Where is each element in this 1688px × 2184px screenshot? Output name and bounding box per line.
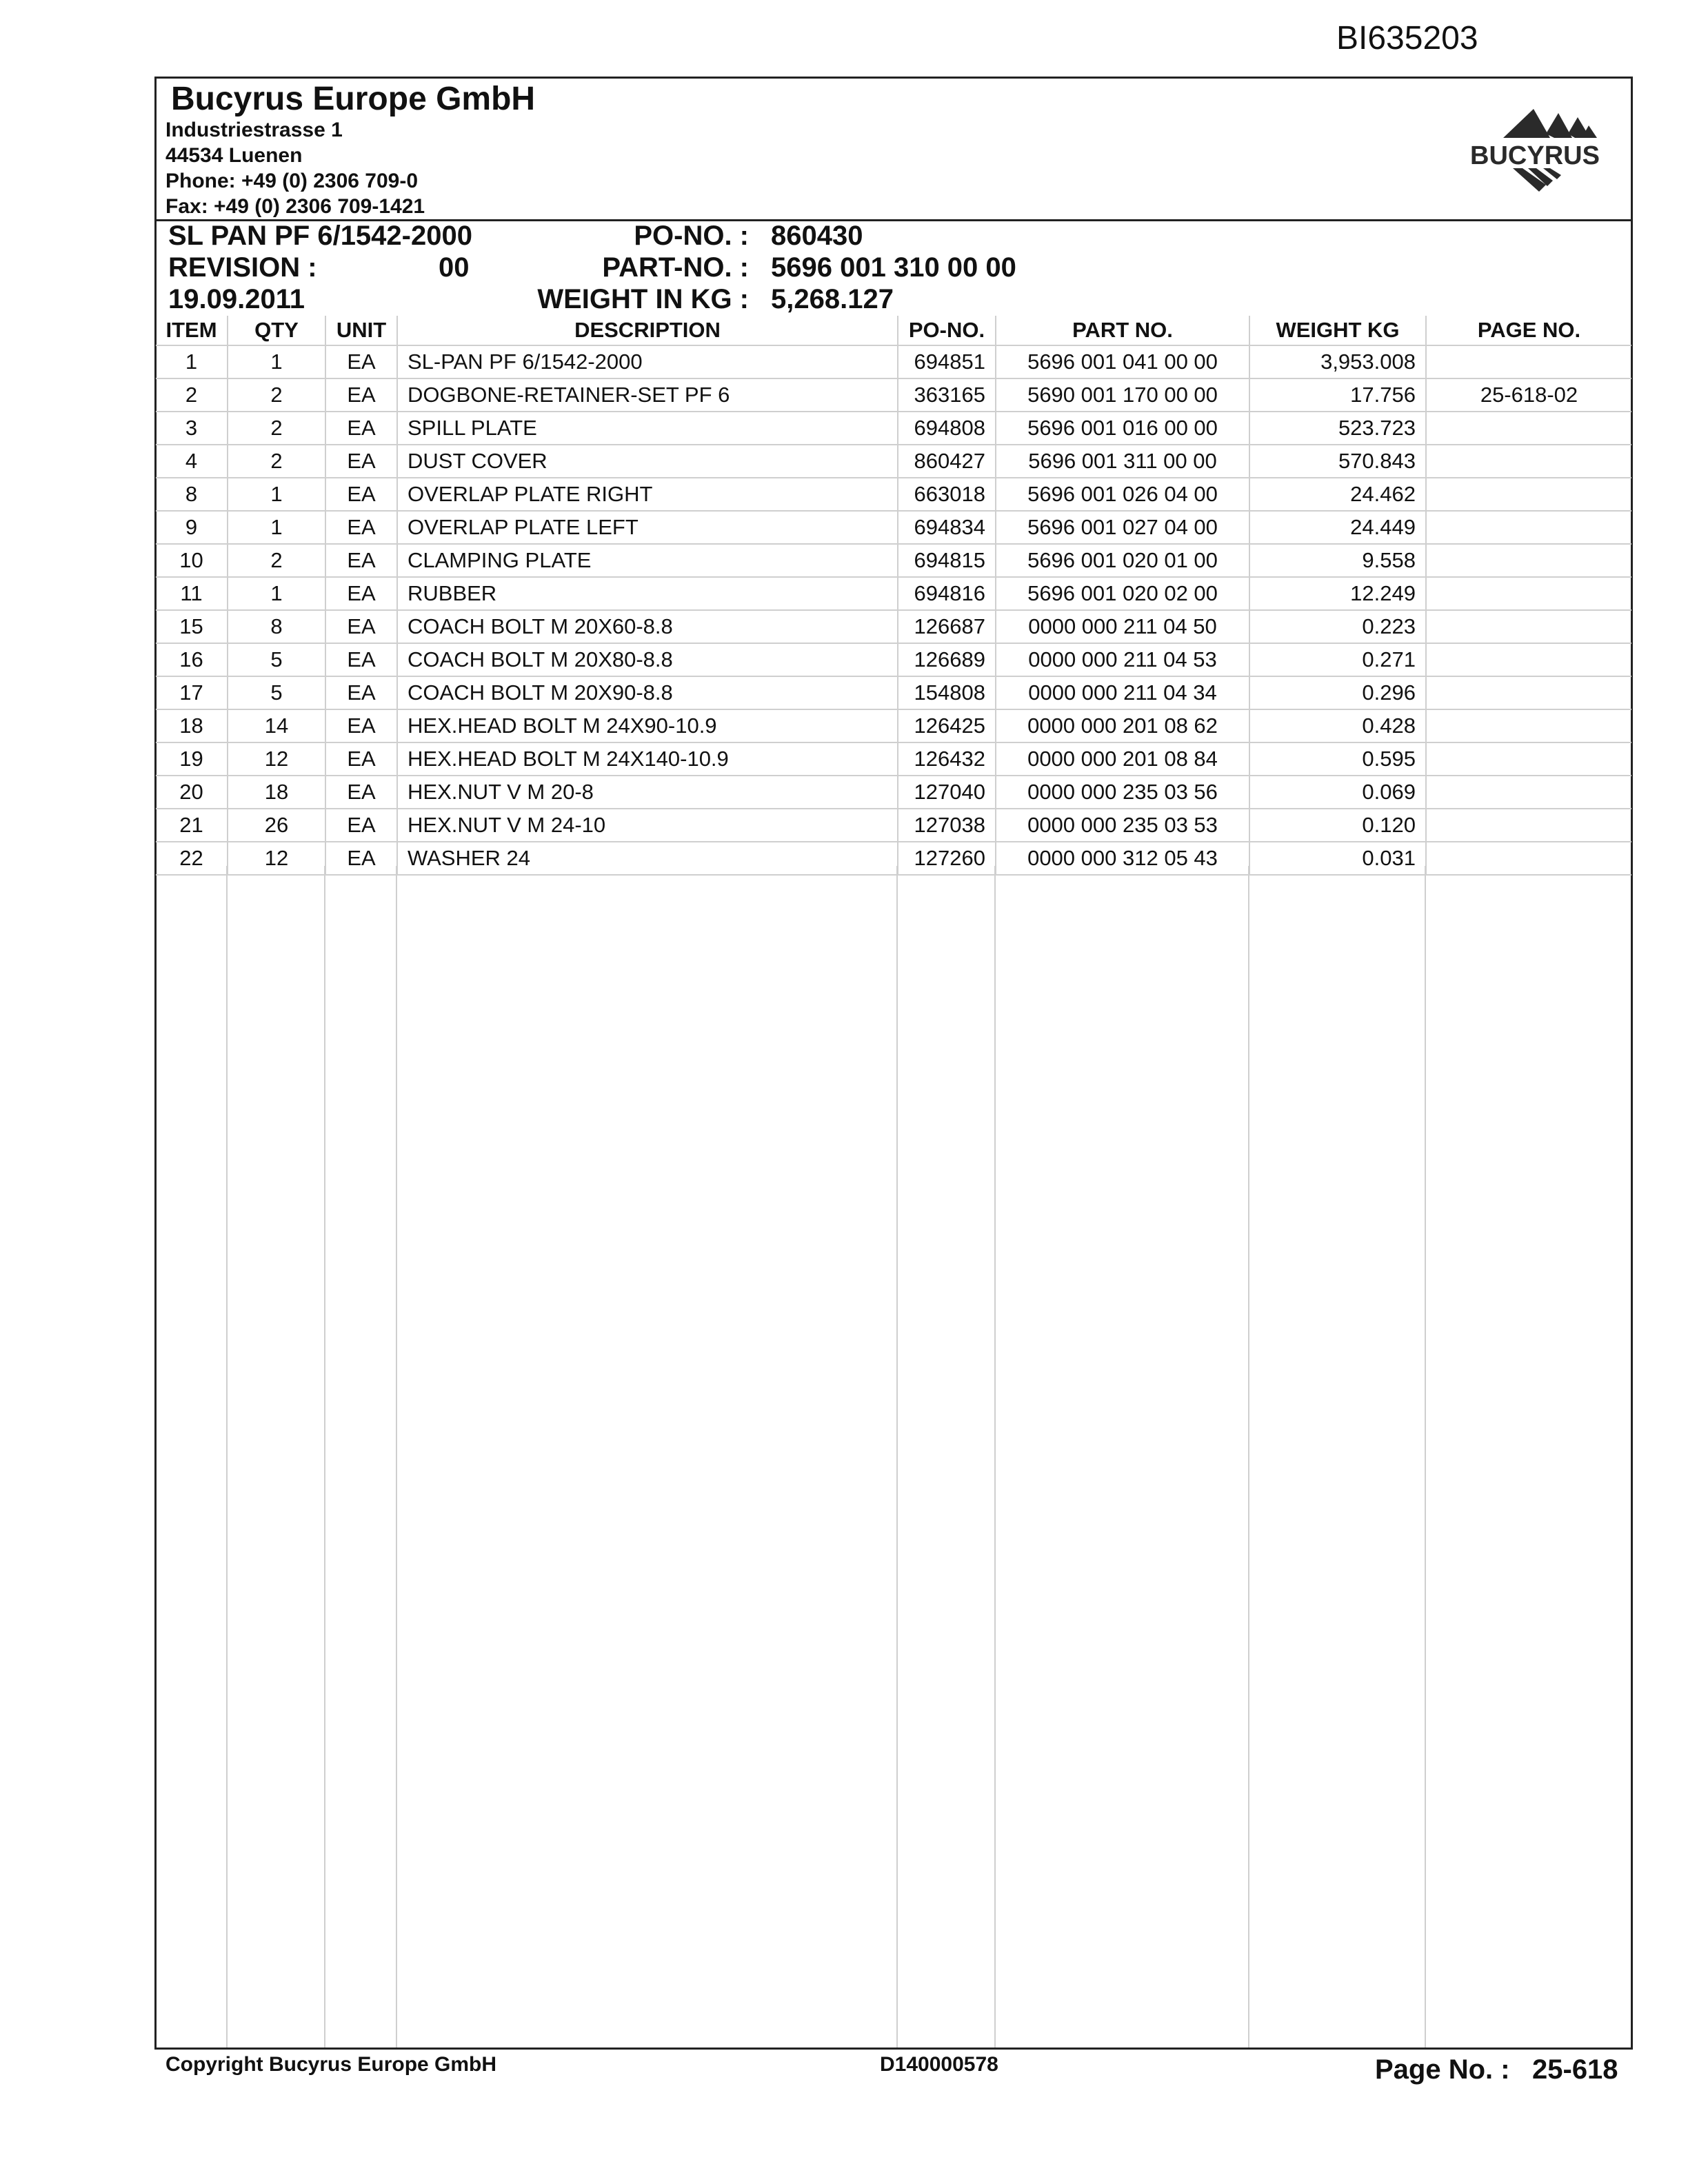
cell-weight: 24.462 <box>1249 478 1426 511</box>
cell-weight: 3,953.008 <box>1249 345 1426 378</box>
document-id: BI635203 <box>1336 20 1478 57</box>
cell-part-no: 0000 000 312 05 43 <box>996 842 1249 875</box>
cell-description: OVERLAP PLATE LEFT <box>397 511 898 544</box>
cell-qty: 2 <box>228 544 325 577</box>
cell-part-no: 5696 001 311 00 00 <box>996 445 1249 478</box>
cell-part-no: 5696 001 020 01 00 <box>996 544 1249 577</box>
part-value: 5696 001 310 00 00 <box>771 252 1016 283</box>
table-row <box>156 445 1631 478</box>
cell-description: OVERLAP PLATE RIGHT <box>397 478 898 511</box>
cell-item: 21 <box>156 809 228 842</box>
table-row <box>156 809 1631 842</box>
cell-part-no: 5696 001 027 04 00 <box>996 511 1249 544</box>
table-row <box>156 742 1631 776</box>
assembly-name: SL PAN PF 6/1542-2000 <box>168 221 472 251</box>
cell-page-no <box>1426 643 1631 676</box>
cell-weight: 0.428 <box>1249 709 1426 742</box>
cell-unit: EA <box>325 345 397 378</box>
cell-qty: 1 <box>228 577 325 610</box>
table-row <box>156 345 1631 378</box>
cell-unit: EA <box>325 577 397 610</box>
cell-item: 18 <box>156 709 228 742</box>
cell-item: 22 <box>156 842 228 875</box>
cell-po-no: 694808 <box>898 412 996 445</box>
cell-page-no: 25-618-02 <box>1426 378 1631 412</box>
cell-description: RUBBER <box>397 577 898 610</box>
cell-page-no <box>1426 445 1631 478</box>
cell-description: COACH BOLT M 20X60-8.8 <box>397 610 898 643</box>
cell-qty: 5 <box>228 643 325 676</box>
column-rule <box>1248 866 1249 2049</box>
cell-po-no: 127040 <box>898 776 996 809</box>
cell-page-no <box>1426 577 1631 610</box>
cell-unit: EA <box>325 478 397 511</box>
cell-unit: EA <box>325 676 397 709</box>
cell-qty: 8 <box>228 610 325 643</box>
col-header-qty: QTY <box>228 316 325 345</box>
cell-weight: 570.843 <box>1249 445 1426 478</box>
cell-qty: 12 <box>228 842 325 875</box>
revision-value: 00 <box>439 252 470 283</box>
po-value: 860430 <box>771 221 863 251</box>
cell-page-no <box>1426 345 1631 378</box>
column-rule <box>324 866 325 2049</box>
cell-part-no: 0000 000 201 08 62 <box>996 709 1249 742</box>
cell-description: COACH BOLT M 20X90-8.8 <box>397 676 898 709</box>
cell-weight: 24.449 <box>1249 511 1426 544</box>
cell-qty: 26 <box>228 809 325 842</box>
cell-weight: 0.595 <box>1249 742 1426 776</box>
table-row <box>156 709 1631 742</box>
weight-value: 5,268.127 <box>771 284 894 314</box>
cell-item: 20 <box>156 776 228 809</box>
cell-weight: 17.756 <box>1249 378 1426 412</box>
column-rule <box>1425 866 1426 2049</box>
table-row <box>156 544 1631 577</box>
cell-page-no <box>1426 610 1631 643</box>
cell-unit: EA <box>325 511 397 544</box>
cell-unit: EA <box>325 643 397 676</box>
company-phone: Phone: +49 (0) 2306 709-0 <box>165 170 419 192</box>
cell-item: 8 <box>156 478 228 511</box>
cell-part-no: 0000 000 235 03 56 <box>996 776 1249 809</box>
cell-po-no: 694815 <box>898 544 996 577</box>
copyright: Copyright Bucyrus Europe GmbH <box>165 2053 497 2076</box>
cell-po-no: 126432 <box>898 742 996 776</box>
col-header-description: DESCRIPTION <box>397 316 898 345</box>
cell-weight: 523.723 <box>1249 412 1426 445</box>
col-header-page-no: PAGE NO. <box>1426 316 1631 345</box>
cell-unit: EA <box>325 742 397 776</box>
cell-item: 19 <box>156 742 228 776</box>
cell-po-no: 127260 <box>898 842 996 875</box>
cell-item: 9 <box>156 511 228 544</box>
cell-unit: EA <box>325 544 397 577</box>
cell-page-no <box>1426 742 1631 776</box>
cell-unit: EA <box>325 610 397 643</box>
table-row <box>156 610 1631 643</box>
cell-weight: 9.558 <box>1249 544 1426 577</box>
cell-item: 4 <box>156 445 228 478</box>
cell-po-no: 694851 <box>898 345 996 378</box>
table-row <box>156 776 1631 809</box>
cell-item: 16 <box>156 643 228 676</box>
table-row <box>156 511 1631 544</box>
cell-po-no: 663018 <box>898 478 996 511</box>
footer-divider <box>154 2048 1633 2050</box>
column-rule <box>994 866 996 2049</box>
cell-description: CLAMPING PLATE <box>397 544 898 577</box>
cell-description: HEX.NUT V M 20-8 <box>397 776 898 809</box>
company-street: Industriestrasse 1 <box>165 119 343 141</box>
col-header-unit: UNIT <box>325 316 397 345</box>
table-header-row <box>156 316 1631 345</box>
column-rule <box>896 866 898 2049</box>
cell-description: HEX.NUT V M 24-10 <box>397 809 898 842</box>
col-header-part-no: PART NO. <box>996 316 1249 345</box>
cell-description: SL-PAN PF 6/1542-2000 <box>397 345 898 378</box>
cell-part-no: 5696 001 020 02 00 <box>996 577 1249 610</box>
cell-po-no: 694816 <box>898 577 996 610</box>
table-row <box>156 478 1631 511</box>
cell-unit: EA <box>325 842 397 875</box>
cell-weight: 0.031 <box>1249 842 1426 875</box>
cell-weight: 0.223 <box>1249 610 1426 643</box>
cell-qty: 1 <box>228 478 325 511</box>
company-name: Bucyrus Europe GmbH <box>171 81 536 117</box>
cell-unit: EA <box>325 776 397 809</box>
cell-unit: EA <box>325 378 397 412</box>
cell-description: WASHER 24 <box>397 842 898 875</box>
col-header-item: ITEM <box>156 316 228 345</box>
cell-part-no: 0000 000 211 04 53 <box>996 643 1249 676</box>
cell-part-no: 5696 001 016 00 00 <box>996 412 1249 445</box>
cell-qty: 5 <box>228 676 325 709</box>
cell-part-no: 0000 000 201 08 84 <box>996 742 1249 776</box>
table-row <box>156 676 1631 709</box>
table-row <box>156 577 1631 610</box>
cell-item: 15 <box>156 610 228 643</box>
cell-qty: 12 <box>228 742 325 776</box>
cell-weight: 0.271 <box>1249 643 1426 676</box>
cell-unit: EA <box>325 445 397 478</box>
cell-part-no: 0000 000 235 03 53 <box>996 809 1249 842</box>
cell-item: 3 <box>156 412 228 445</box>
cell-item: 10 <box>156 544 228 577</box>
cell-item: 17 <box>156 676 228 709</box>
cell-part-no: 0000 000 211 04 50 <box>996 610 1249 643</box>
cell-part-no: 0000 000 211 04 34 <box>996 676 1249 709</box>
cell-description: DUST COVER <box>397 445 898 478</box>
assembly-date: 19.09.2011 <box>168 284 305 314</box>
cell-page-no <box>1426 776 1631 809</box>
cell-item: 11 <box>156 577 228 610</box>
po-label: PO-NO. : <box>634 221 749 251</box>
cell-po-no: 127038 <box>898 809 996 842</box>
cell-page-no <box>1426 478 1631 511</box>
cell-page-no <box>1426 544 1631 577</box>
cell-weight: 0.296 <box>1249 676 1426 709</box>
cell-po-no: 126425 <box>898 709 996 742</box>
column-rule <box>226 866 228 2049</box>
cell-unit: EA <box>325 809 397 842</box>
cell-weight: 0.120 <box>1249 809 1426 842</box>
cell-qty: 14 <box>228 709 325 742</box>
cell-description: COACH BOLT M 20X80-8.8 <box>397 643 898 676</box>
col-header-po-no: PO-NO. <box>898 316 996 345</box>
revision-label: REVISION : <box>168 252 317 283</box>
table-row <box>156 842 1631 875</box>
cell-item: 2 <box>156 378 228 412</box>
col-header-weight: WEIGHT KG <box>1249 316 1426 345</box>
logo-text: BUCYRUS <box>1470 141 1600 170</box>
cell-qty: 2 <box>228 378 325 412</box>
cell-description: DOGBONE-RETAINER-SET PF 6 <box>397 378 898 412</box>
table-row <box>156 378 1631 412</box>
cell-description: SPILL PLATE <box>397 412 898 445</box>
cell-po-no: 363165 <box>898 378 996 412</box>
cell-qty: 1 <box>228 511 325 544</box>
column-rule <box>396 866 397 2049</box>
cell-qty: 18 <box>228 776 325 809</box>
cell-page-no <box>1426 676 1631 709</box>
cell-unit: EA <box>325 412 397 445</box>
table-row <box>156 643 1631 676</box>
cell-page-no <box>1426 709 1631 742</box>
cell-po-no: 694834 <box>898 511 996 544</box>
cell-qty: 2 <box>228 412 325 445</box>
page-number-label: Page No. : <box>1375 2054 1510 2085</box>
cell-page-no <box>1426 412 1631 445</box>
cell-po-no: 126687 <box>898 610 996 643</box>
cell-unit: EA <box>325 709 397 742</box>
bucyrus-logo <box>1465 102 1605 196</box>
cell-po-no: 126689 <box>898 643 996 676</box>
cell-po-no: 860427 <box>898 445 996 478</box>
cell-description: HEX.HEAD BOLT M 24X140-10.9 <box>397 742 898 776</box>
cell-page-no <box>1426 842 1631 875</box>
cell-part-no: 5696 001 026 04 00 <box>996 478 1249 511</box>
cell-item: 1 <box>156 345 228 378</box>
company-city: 44534 Luenen <box>165 144 303 167</box>
cell-qty: 1 <box>228 345 325 378</box>
page-number: 25-618 <box>1532 2054 1618 2085</box>
parts-table <box>156 316 1631 876</box>
cell-weight: 12.249 <box>1249 577 1426 610</box>
cell-weight: 0.069 <box>1249 776 1426 809</box>
table-row <box>156 412 1631 445</box>
drawing-number: D140000578 <box>880 2053 998 2076</box>
cell-qty: 2 <box>228 445 325 478</box>
weight-label: WEIGHT IN KG : <box>537 284 749 314</box>
cell-description: HEX.HEAD BOLT M 24X90-10.9 <box>397 709 898 742</box>
company-fax: Fax: +49 (0) 2306 709-1421 <box>165 195 425 218</box>
cell-page-no <box>1426 809 1631 842</box>
cell-page-no <box>1426 511 1631 544</box>
part-label: PART-NO. : <box>602 252 749 283</box>
cell-po-no: 154808 <box>898 676 996 709</box>
cell-part-no: 5690 001 170 00 00 <box>996 378 1249 412</box>
cell-part-no: 5696 001 041 00 00 <box>996 345 1249 378</box>
